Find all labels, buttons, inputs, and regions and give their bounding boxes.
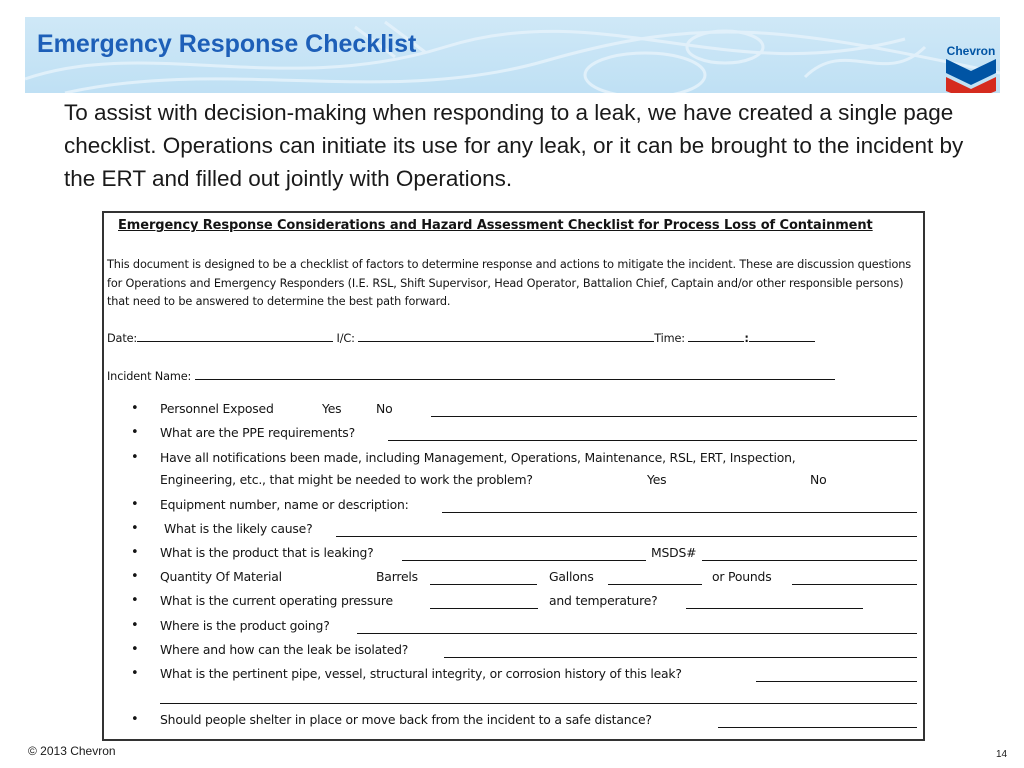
history-answer-line-2[interactable] (160, 703, 917, 704)
checklist-item-product-going (104, 618, 923, 640)
checklist-item-isolation (104, 642, 923, 664)
product-going-answer-line[interactable] (357, 633, 917, 634)
incident-name-label: Incident Name: (107, 370, 192, 383)
bullet-icon: • (131, 545, 139, 560)
item-label: What are the PPE requirements? (160, 425, 355, 440)
shelter-answer-line[interactable] (718, 727, 917, 728)
bullet-icon: • (131, 497, 139, 512)
checklist-item-cause (104, 521, 923, 543)
checklist-item-equipment (104, 497, 923, 519)
date-label: Date: (107, 332, 138, 345)
incident-name-field[interactable] (195, 369, 835, 380)
checklist-item-product (104, 545, 923, 567)
item-label: What is the current operating pressure (160, 593, 393, 608)
item-label: What is the pertinent pipe, vessel, structural integrity, or corrosion history of this leak? (160, 666, 682, 681)
intro-paragraph: To assist with decision-making when responding to a leak, we have created a single page checklist. Operations can initiate its use for any leak, or it can be brought to the incident by the ERT and filled out jointly with Operations. (64, 100, 964, 191)
checklist-item-notifications (104, 450, 923, 472)
checklist-item-notifications-cont (104, 472, 923, 494)
item-label: Where and how can the leak be isolated? (160, 642, 409, 657)
item-label: What is the likely cause? (164, 521, 313, 536)
checklist-item-personnel (104, 401, 923, 423)
chevron-logo (943, 44, 999, 93)
checklist-item-shelter (104, 712, 923, 734)
product-answer-line[interactable] (402, 560, 646, 561)
gallons-label: Gallons (549, 569, 594, 584)
time-hours-field[interactable] (688, 331, 744, 342)
history-answer-line[interactable] (756, 681, 917, 682)
copyright-notice: © 2013 Chevron (28, 744, 116, 758)
bullet-icon: • (131, 666, 139, 681)
time-separator: : (744, 332, 749, 345)
pounds-label: or Pounds (712, 569, 772, 584)
bullet-icon: • (131, 450, 139, 465)
time-label: Time: (654, 332, 685, 345)
bullet-icon: • (131, 401, 139, 416)
bullet-icon: • (131, 569, 139, 584)
bullet-icon: • (131, 618, 139, 633)
date-field[interactable] (137, 331, 333, 342)
ic-field[interactable] (358, 331, 654, 342)
item-label: Where is the product going? (160, 618, 330, 633)
checklist-item-history (104, 666, 923, 688)
checklist-intro: This document is designed to be a checklist of factors to determine response and actions to mitigate the incident. These are discussion questions for Operations and Emergency Responders (I.E. RSL, Shift Supervisor, Head Operator, Battalion Chief, Captain and/or other responsible persons) that need to be answered to determine the best path forward. (107, 258, 912, 308)
no-option[interactable]: No (376, 401, 393, 416)
title-banner (25, 17, 1000, 93)
bullet-icon: • (131, 593, 139, 608)
yes-option[interactable]: Yes (647, 472, 667, 487)
gallons-answer-line[interactable] (608, 584, 702, 585)
slide-title: Emergency Response Checklist (37, 30, 417, 58)
incident-row (107, 369, 835, 383)
ppe-answer-line[interactable] (388, 440, 917, 441)
item-label-continued: Engineering, etc., that might be needed to work the problem? (160, 472, 533, 487)
item-label: What is the product that is leaking? (160, 545, 374, 560)
bullet-icon: • (131, 712, 139, 727)
logo-wordmark: Chevron (946, 44, 996, 58)
barrels-label: Barrels (376, 569, 418, 584)
personnel-answer-line[interactable] (431, 416, 917, 417)
checklist-item-quantity (104, 569, 923, 591)
item-label: Have all notifications been made, including Management, Operations, Maintenance, RSL, ERT, Inspection, (160, 450, 796, 465)
no-option[interactable]: No (810, 472, 827, 487)
barrels-answer-line[interactable] (430, 584, 537, 585)
item-label: Quantity Of Material (160, 569, 282, 584)
ic-label: I/C: (336, 332, 355, 345)
bullet-icon: • (131, 642, 139, 657)
equipment-answer-line[interactable] (442, 512, 917, 513)
date-ic-time-row (107, 331, 815, 345)
isolation-answer-line[interactable] (444, 657, 917, 658)
item-label: Should people shelter in place or move back from the incident to a safe distance? (160, 712, 652, 727)
item-label: Equipment number, name or description: (160, 497, 409, 512)
time-minutes-field[interactable] (749, 331, 815, 342)
temperature-label: and temperature? (549, 593, 658, 608)
checklist-item-pressure (104, 593, 923, 615)
msds-label: MSDS# (651, 545, 697, 560)
checklist-title: Emergency Response Considerations and Hazard Assessment Checklist for Process Loss of Containment (118, 218, 873, 233)
pounds-answer-line[interactable] (792, 584, 917, 585)
item-label: Personnel Exposed (160, 401, 274, 416)
checklist-document-image (102, 211, 925, 741)
msds-answer-line[interactable] (702, 560, 917, 561)
checklist-item-ppe (104, 425, 923, 447)
pressure-answer-line[interactable] (430, 608, 538, 609)
chevron-logo-icon (944, 57, 998, 93)
temperature-answer-line[interactable] (686, 608, 863, 609)
bullet-icon: • (131, 521, 139, 536)
yes-option[interactable]: Yes (322, 401, 342, 416)
page-number: 14 (996, 749, 1008, 760)
bullet-icon: • (131, 425, 139, 440)
cause-answer-line[interactable] (336, 536, 917, 537)
